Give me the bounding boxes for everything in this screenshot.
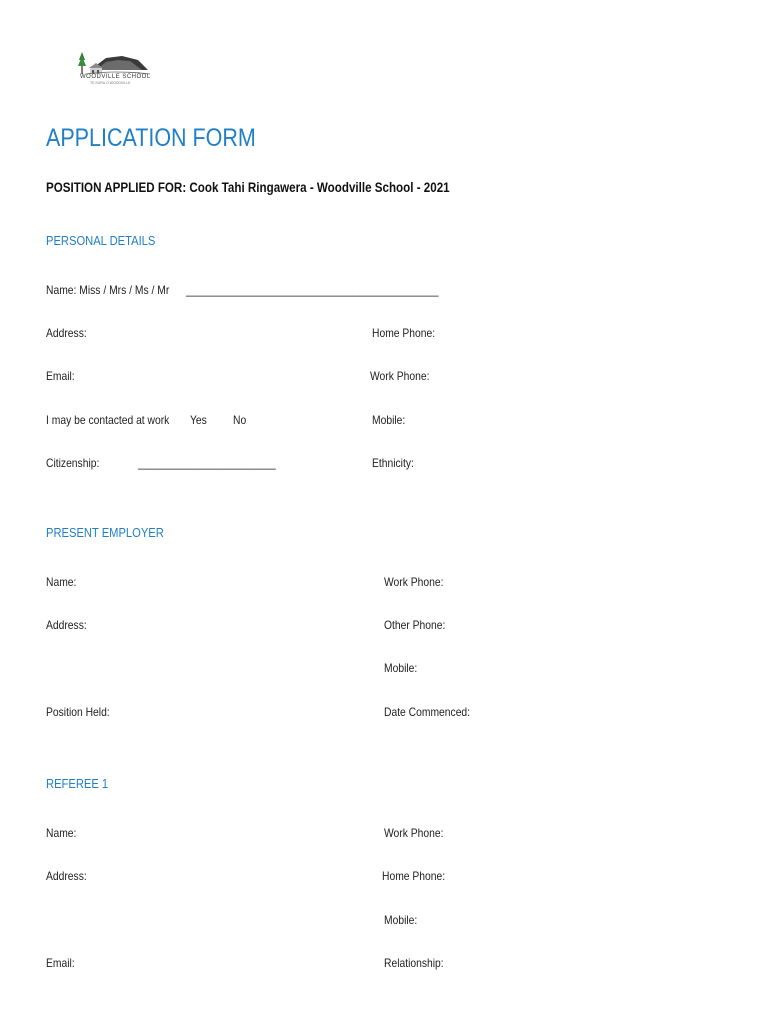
referee-mobile-label: Mobile: xyxy=(384,913,418,927)
logo-text: WOODVILLE SCHOOL xyxy=(80,74,151,80)
yes-option[interactable]: Yes xyxy=(190,413,207,427)
name-label: Name: Miss / Mrs / Ms / Mr xyxy=(46,283,170,297)
referee-email-label: Email: xyxy=(46,956,75,970)
referee-work-phone-label: Work Phone: xyxy=(384,826,444,840)
logo-subtext: TE KURA O WOODVILLE xyxy=(90,81,131,85)
employer-other-phone-label: Other Phone: xyxy=(384,618,446,632)
position-applied: POSITION APPLIED FOR: Cook Tahi Ringawera - Woodville School - 2021 xyxy=(46,180,450,195)
citizenship-field-line[interactable]: ________________________ xyxy=(138,456,276,470)
position-held-label: Position Held: xyxy=(46,705,110,719)
email-label: Email: xyxy=(46,369,75,383)
contact-at-work-label: I may be contacted at work xyxy=(46,413,170,427)
section-referee-1: REFEREE 1 xyxy=(46,776,109,791)
referee-relationship-label: Relationship: xyxy=(384,956,444,970)
page-title: APPLICATION FORM xyxy=(46,124,256,152)
referee-home-phone-label: Home Phone: xyxy=(382,869,446,883)
referee-address-label: Address: xyxy=(46,869,87,883)
employer-name-label: Name: xyxy=(46,575,77,589)
ethnicity-label: Ethnicity: xyxy=(372,456,414,470)
mobile-label: Mobile: xyxy=(372,413,406,427)
name-field-line[interactable]: ____________________________________________ xyxy=(186,283,439,297)
section-personal-details: PERSONAL DETAILS xyxy=(46,233,156,248)
address-label: Address: xyxy=(46,326,87,340)
employer-work-phone-label: Work Phone: xyxy=(384,575,444,589)
date-commenced-label: Date Commenced: xyxy=(384,705,471,719)
employer-mobile-label: Mobile: xyxy=(384,661,418,675)
no-option[interactable]: No xyxy=(233,413,247,427)
home-phone-label: Home Phone: xyxy=(372,326,436,340)
section-present-employer: PRESENT EMPLOYER xyxy=(46,525,164,540)
work-phone-label: Work Phone: xyxy=(370,369,430,383)
citizenship-label: Citizenship: xyxy=(46,456,100,470)
referee-name-label: Name: xyxy=(46,826,77,840)
employer-address-label: Address: xyxy=(46,618,87,632)
